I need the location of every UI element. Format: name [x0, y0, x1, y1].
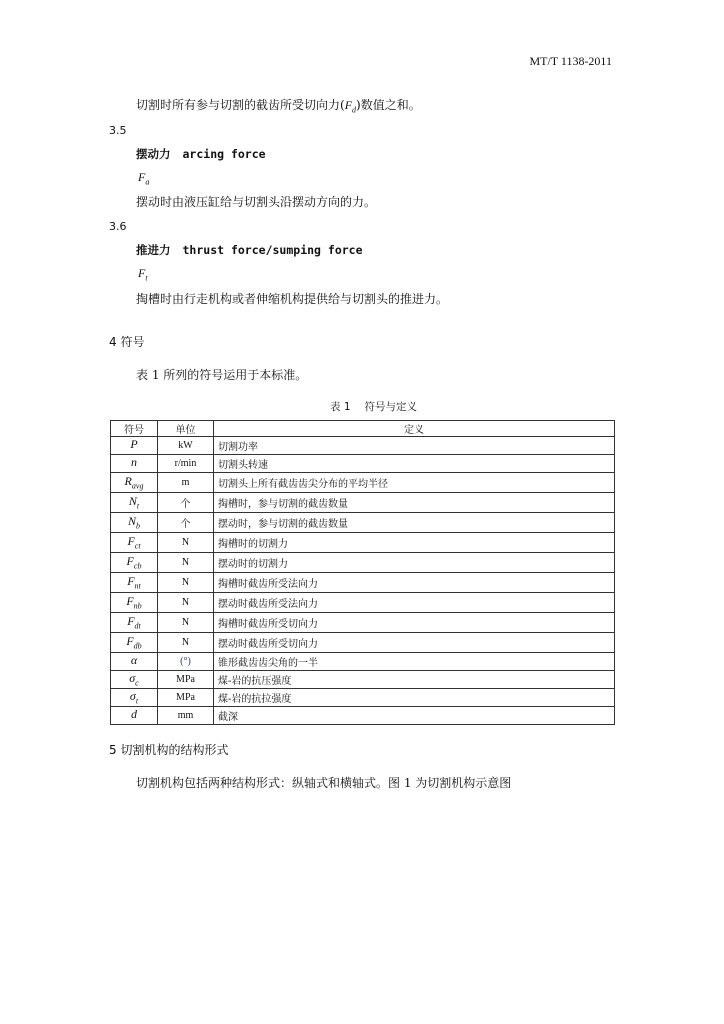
section-heading-4: 4 符号 [109, 335, 145, 349]
cell-symbol: α [111, 653, 158, 671]
cell-unit: N [158, 593, 214, 613]
term-arcing-force: 摆动力 arcing force [136, 147, 266, 161]
cell-definition: 切割功率 [214, 437, 615, 455]
cell-symbol: $F_{cb}$ [111, 553, 158, 573]
cell-unit: (°) [158, 653, 214, 671]
symbol-fa: $F_a$ [138, 170, 150, 187]
table-row [111, 573, 615, 593]
cell-symbol: $N_b$ [111, 513, 158, 533]
table-row [111, 707, 615, 725]
symbol-fd: $F_d$ [344, 98, 357, 115]
cell-definition: 煤-岩的抗拉强度 [214, 689, 615, 707]
table-row [111, 473, 615, 493]
table-row [111, 613, 615, 633]
standard-code: MT/T 1138-2011 [529, 54, 612, 68]
table-row [111, 533, 615, 553]
cell-definition: 切割头转速 [214, 455, 615, 473]
cell-definition: 截深 [214, 707, 615, 725]
section-heading-5: 5 切割机构的结构形式 [109, 743, 229, 757]
table-row [111, 493, 615, 513]
cell-unit: kW [158, 437, 214, 455]
cell-symbol: $F_{nt}$ [111, 573, 158, 593]
cell-definition: 摆动时截齿所受法向力 [214, 593, 615, 613]
cell-symbol: $R_{avg}$ [111, 473, 158, 493]
cell-definition: 掏槽时的切割力 [214, 533, 615, 553]
cell-symbol: $\sigma_t$ [111, 689, 158, 707]
table-row [111, 437, 615, 455]
cell-definition: 切割头上所有截齿齿尖分布的平均半径 [214, 473, 615, 493]
table-row [111, 455, 615, 473]
cell-unit: MPa [158, 689, 214, 707]
cell-symbol: d [111, 707, 158, 725]
table-caption: 表 1 符号与定义 [330, 401, 418, 413]
cell-unit: N [158, 573, 214, 593]
table-header-row [111, 421, 615, 437]
symbols-table [110, 420, 615, 725]
cell-unit: N [158, 613, 214, 633]
cell-symbol: $\sigma_c$ [111, 671, 158, 689]
cell-definition: 锥形截齿齿尖角的一半 [214, 653, 615, 671]
header-definition: 定义 [214, 421, 615, 437]
cell-definition: 摆动时的切割力 [214, 553, 615, 573]
definition-arcing-force: 摆动时由液压缸给与切割头沿摆动方向的力。 [136, 195, 377, 209]
table-intro: 表 1 所列的符号运用于本标准。 [136, 368, 308, 382]
cell-unit: r/min [158, 455, 214, 473]
cell-unit: 个 [158, 513, 214, 533]
cell-definition: 掏槽时截齿所受切向力 [214, 613, 615, 633]
cell-symbol: n [111, 455, 158, 473]
term-thrust-force: 推进力 thrust force/sumping force [136, 243, 363, 257]
cell-symbol: $F_{dt}$ [111, 613, 158, 633]
cell-definition: 摆动时截齿所受切向力 [214, 633, 615, 653]
cell-unit: N [158, 533, 214, 553]
cell-symbol: $F_{db}$ [111, 633, 158, 653]
table-row [111, 553, 615, 573]
header-unit: 单位 [158, 421, 214, 437]
table-row [111, 689, 615, 707]
symbol-ft: $F_t$ [138, 266, 148, 283]
cell-unit: N [158, 633, 214, 653]
table-row [111, 653, 615, 671]
table-row [111, 671, 615, 689]
table-row [111, 593, 615, 613]
cell-unit: MPa [158, 671, 214, 689]
cell-unit: 个 [158, 493, 214, 513]
definition-thrust-force: 掏槽时由行走机构或者伸缩机构提供给与切割头的推进力。 [136, 292, 449, 306]
cell-definition: 掏槽时截齿所受法向力 [214, 573, 615, 593]
section-5-text: 切割机构包括两种结构形式：纵轴式和横轴式。图 1 为切割机构示意图 [136, 776, 512, 790]
cell-definition: 煤-岩的抗压强度 [214, 671, 615, 689]
section-number-3-6: 3.6 [109, 220, 127, 233]
cell-definition: 摆动时，参与切割的截齿数量 [214, 513, 615, 533]
cell-symbol: $F_{ct}$ [111, 533, 158, 553]
cell-unit: N [158, 553, 214, 573]
cell-definition: 掏槽时，参与切割的截齿数量 [214, 493, 615, 513]
continuation-paragraph: 切割时所有参与切割的截齿所受切向力$(F_d)$数值之和。 [136, 98, 421, 115]
cell-symbol: $F_{nb}$ [111, 593, 158, 613]
cell-unit: mm [158, 707, 214, 725]
table-row [111, 633, 615, 653]
section-number-3-5: 3.5 [109, 124, 127, 137]
cell-symbol: $N_t$ [111, 493, 158, 513]
table-row [111, 513, 615, 533]
cell-symbol: P [111, 437, 158, 455]
header-symbol: 符号 [111, 421, 158, 437]
cell-unit: m [158, 473, 214, 493]
